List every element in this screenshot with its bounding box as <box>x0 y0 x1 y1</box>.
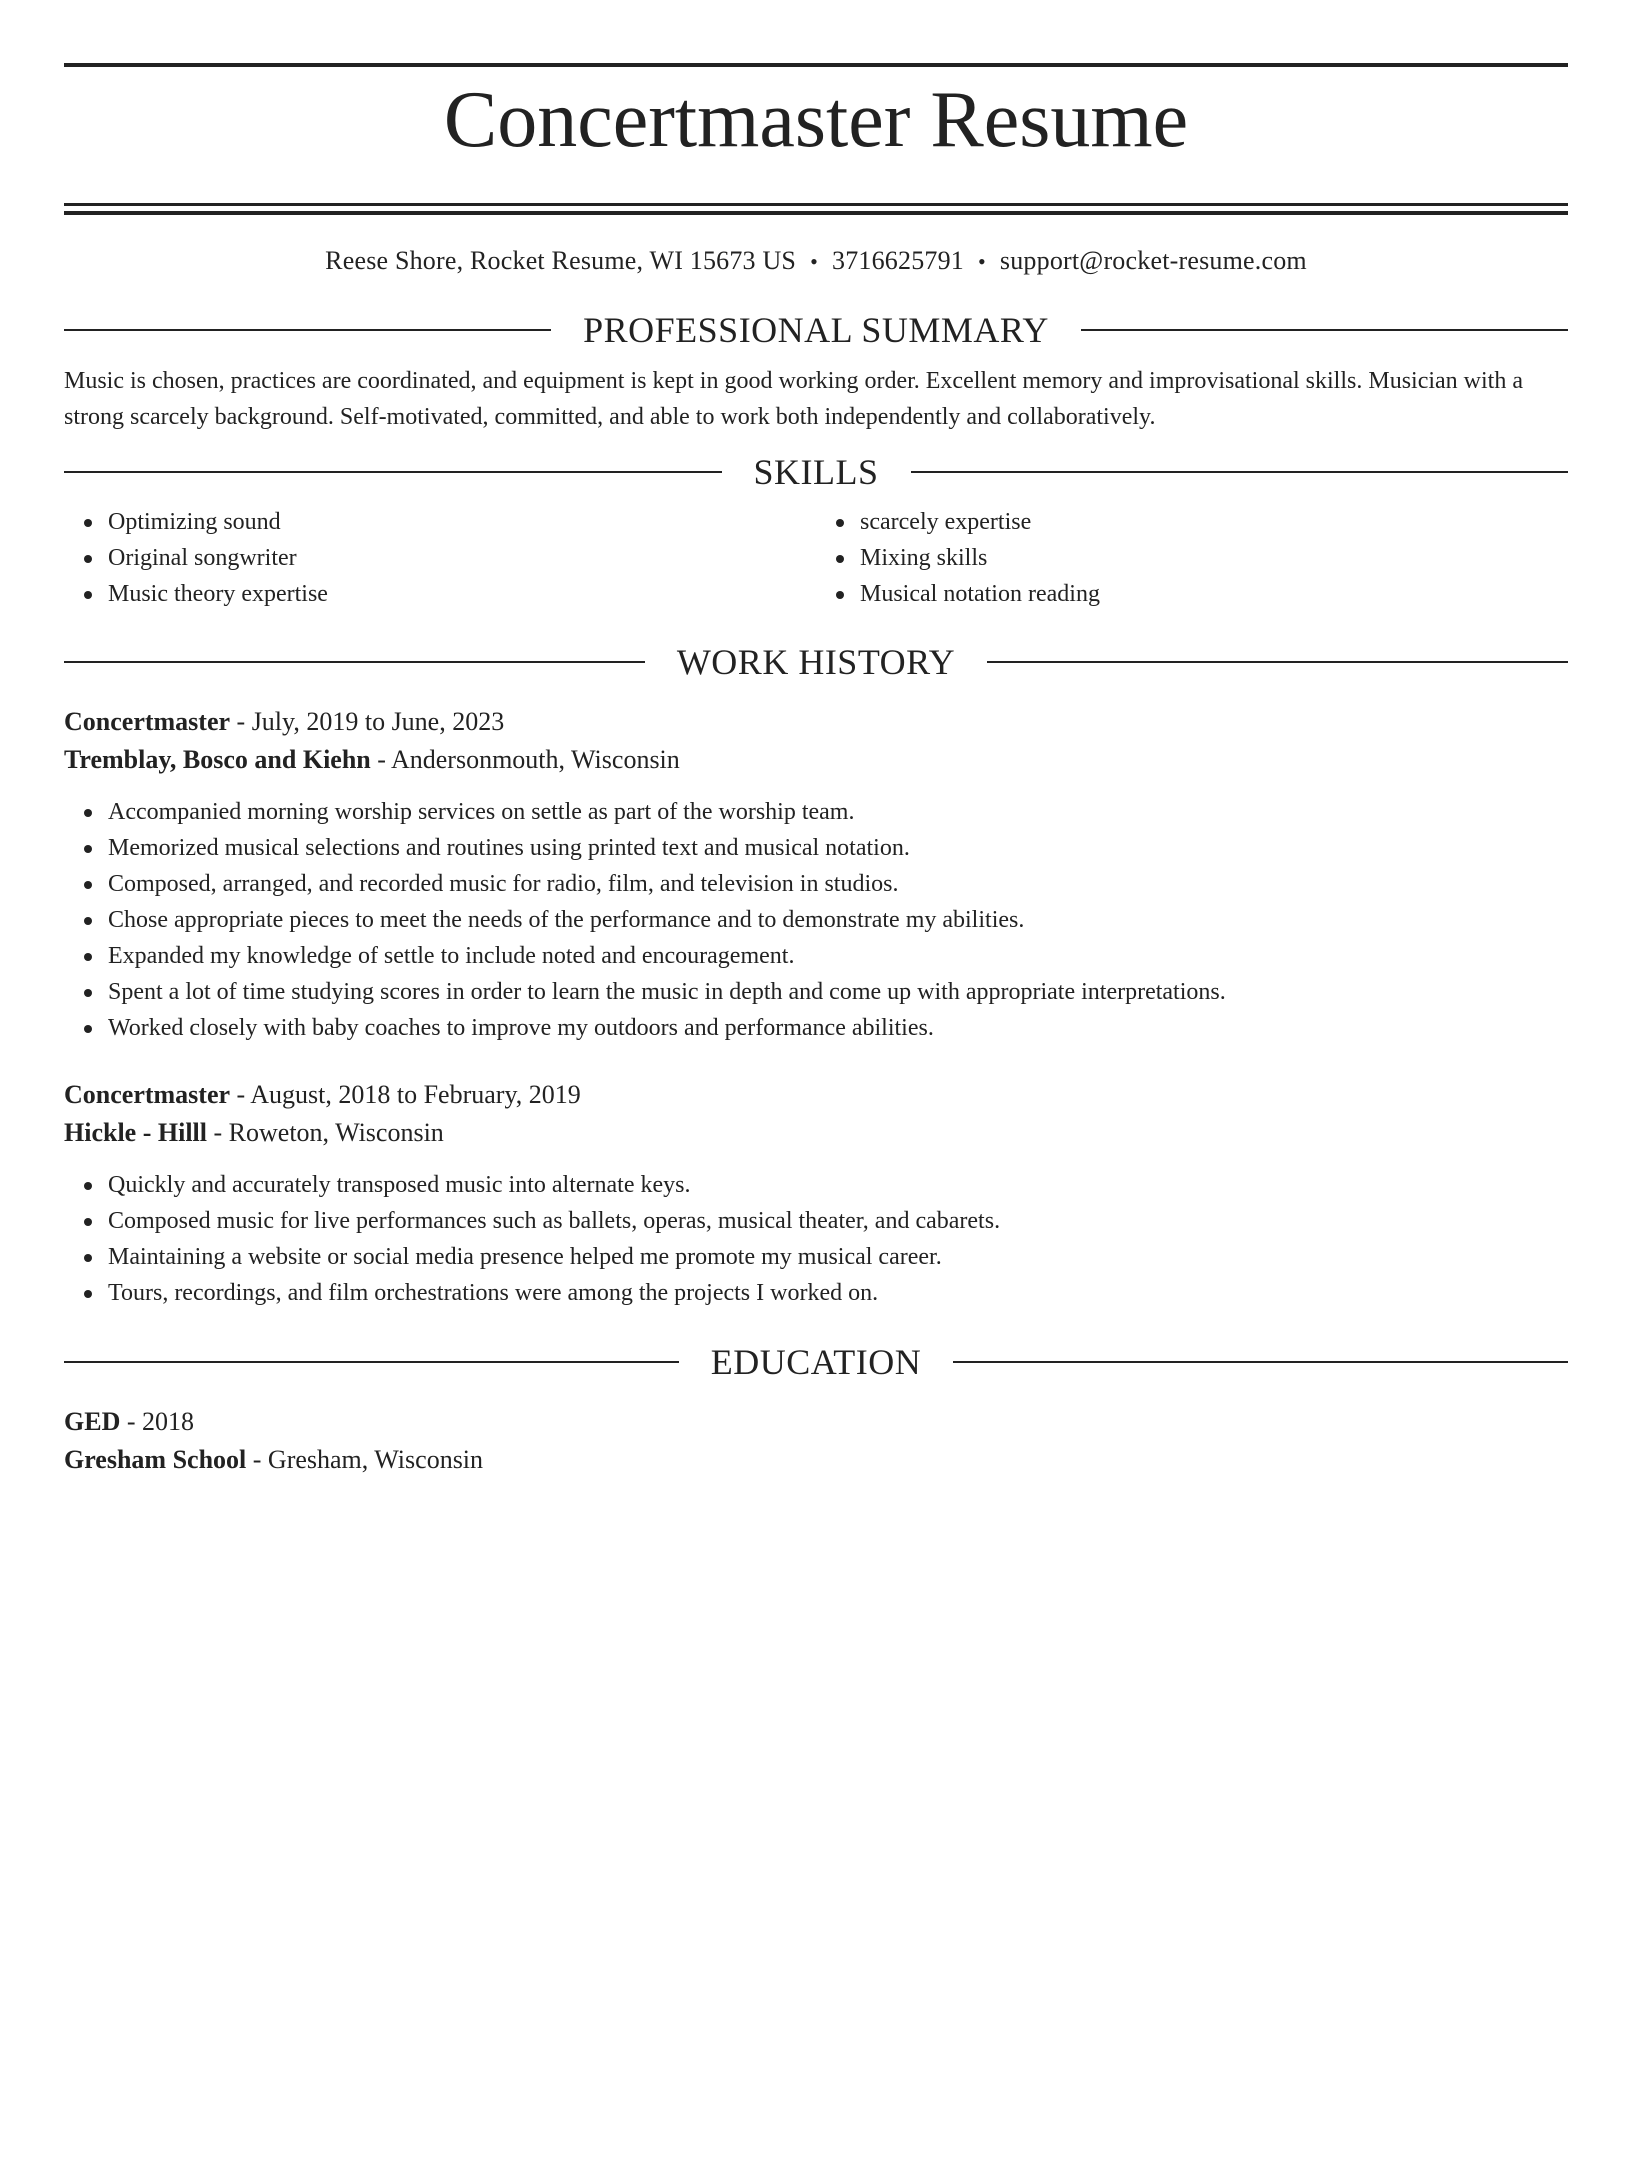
job-bullet-text: Tours, recordings, and film orchestrations were among the projects I worked on. <box>108 1280 879 1306</box>
bullet-dot <box>836 591 844 599</box>
job-bullet-text: Composed, arranged, and recorded music for radio, film, and television in studios. <box>108 871 899 897</box>
job-bullet <box>108 1167 1568 1203</box>
job-company: Hickle - Hilll <box>64 1118 207 1147</box>
job-company: Tremblay, Bosco and Kiehn <box>64 745 371 774</box>
contact-phone: 3716625791 <box>832 246 964 275</box>
bullet-dot <box>84 917 92 925</box>
education-degree-line <box>64 1403 1568 1441</box>
heading-rule <box>64 329 551 331</box>
job-entry <box>64 1076 1568 1311</box>
education-entry <box>64 1403 1568 1479</box>
job-bullet-text: Memorized musical selections and routines using printed text and musical notation. <box>108 835 910 861</box>
bullet-dot <box>84 989 92 997</box>
skill-item <box>108 540 816 576</box>
summary-heading-label: PROFESSIONAL SUMMARY <box>583 310 1049 350</box>
heading-rule <box>911 471 1569 473</box>
job-entry <box>64 703 1568 1046</box>
bullet-dot <box>836 555 844 563</box>
education-heading-label: EDUCATION <box>710 1342 922 1382</box>
page-title: Concertmaster Resume <box>443 76 1189 164</box>
resume-page <box>0 63 1632 2175</box>
skill-text: Optimizing sound <box>108 509 281 535</box>
education-location: - Gresham, Wisconsin <box>246 1445 484 1474</box>
job-bullet-text: Worked closely with baby coaches to improve my outdoors and performance abilities. <box>108 1015 934 1041</box>
job-bullet <box>108 830 1568 866</box>
job-bullet <box>108 1275 1568 1311</box>
skills-list <box>64 504 1568 612</box>
job-company-line <box>64 741 1568 779</box>
job-bullet-text: Chose appropriate pieces to meet the needs of the performance and to demonstrate my abilities. <box>108 907 1025 933</box>
contact-email: support@rocket-resume.com <box>999 246 1307 275</box>
skills-heading-label: SKILLS <box>753 452 879 492</box>
contact-line <box>64 245 1568 277</box>
heading-rule <box>64 1361 679 1363</box>
title-double-rule <box>64 203 1568 215</box>
work-section-heading <box>64 642 1568 682</box>
skill-text: Original songwriter <box>108 545 297 571</box>
bullet-dot <box>84 1254 92 1262</box>
skills-section-heading <box>64 452 1568 492</box>
bullet-dot <box>84 809 92 817</box>
skill-item <box>860 576 1568 612</box>
skill-text: Music theory expertise <box>108 581 328 607</box>
contact-separator: • <box>978 249 986 274</box>
job-bullet <box>108 974 1568 1010</box>
education-school-line <box>64 1441 1568 1479</box>
job-title-line <box>64 1076 1568 1114</box>
summary-text: Music is chosen, practices are coordinated, and equipment is kept in good working order. Excellent memory and improvisational skills. Musician with a strong scarcely background. Self-motivated, committed, and able to work both independently and collaboratively. <box>64 368 1523 430</box>
contact-separator: • <box>810 249 818 274</box>
bullet-dot <box>84 1290 92 1298</box>
skill-item <box>860 540 1568 576</box>
job-bullet-text: Spent a lot of time studying scores in order to learn the music in depth and come up with appropriate interpretations. <box>108 979 1226 1005</box>
top-rule <box>64 63 1568 67</box>
job-bullet-text: Expanded my knowledge of settle to include noted and encouragement. <box>108 943 795 969</box>
skill-item <box>108 504 816 540</box>
job-bullet <box>108 938 1568 974</box>
job-bullet-text: Maintaining a website or social media presence helped me promote my musical career. <box>108 1244 942 1270</box>
bullet-dot <box>836 519 844 527</box>
education-section-heading <box>64 1342 1568 1382</box>
heading-rule <box>987 661 1568 663</box>
skill-item <box>108 576 816 612</box>
heading-rule <box>1081 329 1568 331</box>
heading-rule <box>953 1361 1568 1363</box>
job-bullet <box>108 902 1568 938</box>
bullet-dot <box>84 845 92 853</box>
skills-column-right <box>816 504 1568 612</box>
skill-text: Mixing skills <box>860 545 988 571</box>
job-location: - Roweton, Wisconsin <box>207 1118 444 1147</box>
job-bullets <box>64 794 1568 1046</box>
job-bullet <box>108 1203 1568 1239</box>
work-heading-label: WORK HISTORY <box>676 642 956 682</box>
job-bullets <box>64 1167 1568 1311</box>
education-degree: GED <box>64 1407 121 1436</box>
education-school: Gresham School <box>64 1445 247 1474</box>
job-bullet <box>108 794 1568 830</box>
summary-section-heading <box>64 310 1568 350</box>
job-bullet <box>108 866 1568 902</box>
job-dates: - August, 2018 to February, 2019 <box>230 1080 581 1109</box>
bullet-dot <box>84 1218 92 1226</box>
job-location: - Andersonmouth, Wisconsin <box>370 745 680 774</box>
bullet-dot <box>84 1025 92 1033</box>
bullet-dot <box>84 953 92 961</box>
skill-text: Musical notation reading <box>860 581 1100 607</box>
job-title: Concertmaster <box>64 1080 231 1109</box>
bullet-dot <box>84 1182 92 1190</box>
job-bullet <box>108 1239 1568 1275</box>
bullet-dot <box>84 881 92 889</box>
skills-column-left <box>64 504 816 612</box>
job-bullet-text: Composed music for live performances such as ballets, operas, musical theater, and cabarets. <box>108 1208 1001 1234</box>
heading-rule <box>64 661 645 663</box>
skill-text: scarcely expertise <box>860 509 1032 535</box>
job-bullet <box>108 1010 1568 1046</box>
job-dates: - July, 2019 to June, 2023 <box>230 707 505 736</box>
skill-item <box>860 504 1568 540</box>
job-company-line <box>64 1114 1568 1152</box>
heading-rule <box>64 471 722 473</box>
bullet-dot <box>84 591 92 599</box>
job-title: Concertmaster <box>64 707 231 736</box>
job-bullet-text: Quickly and accurately transposed music into alternate keys. <box>108 1172 691 1198</box>
bullet-dot <box>84 555 92 563</box>
education-year: - 2018 <box>120 1407 195 1436</box>
job-title-line <box>64 703 1568 741</box>
bullet-dot <box>84 519 92 527</box>
job-bullet-text: Accompanied morning worship services on settle as part of the worship team. <box>108 799 855 825</box>
contact-address: Reese Shore, Rocket Resume, WI 15673 US <box>325 246 797 275</box>
